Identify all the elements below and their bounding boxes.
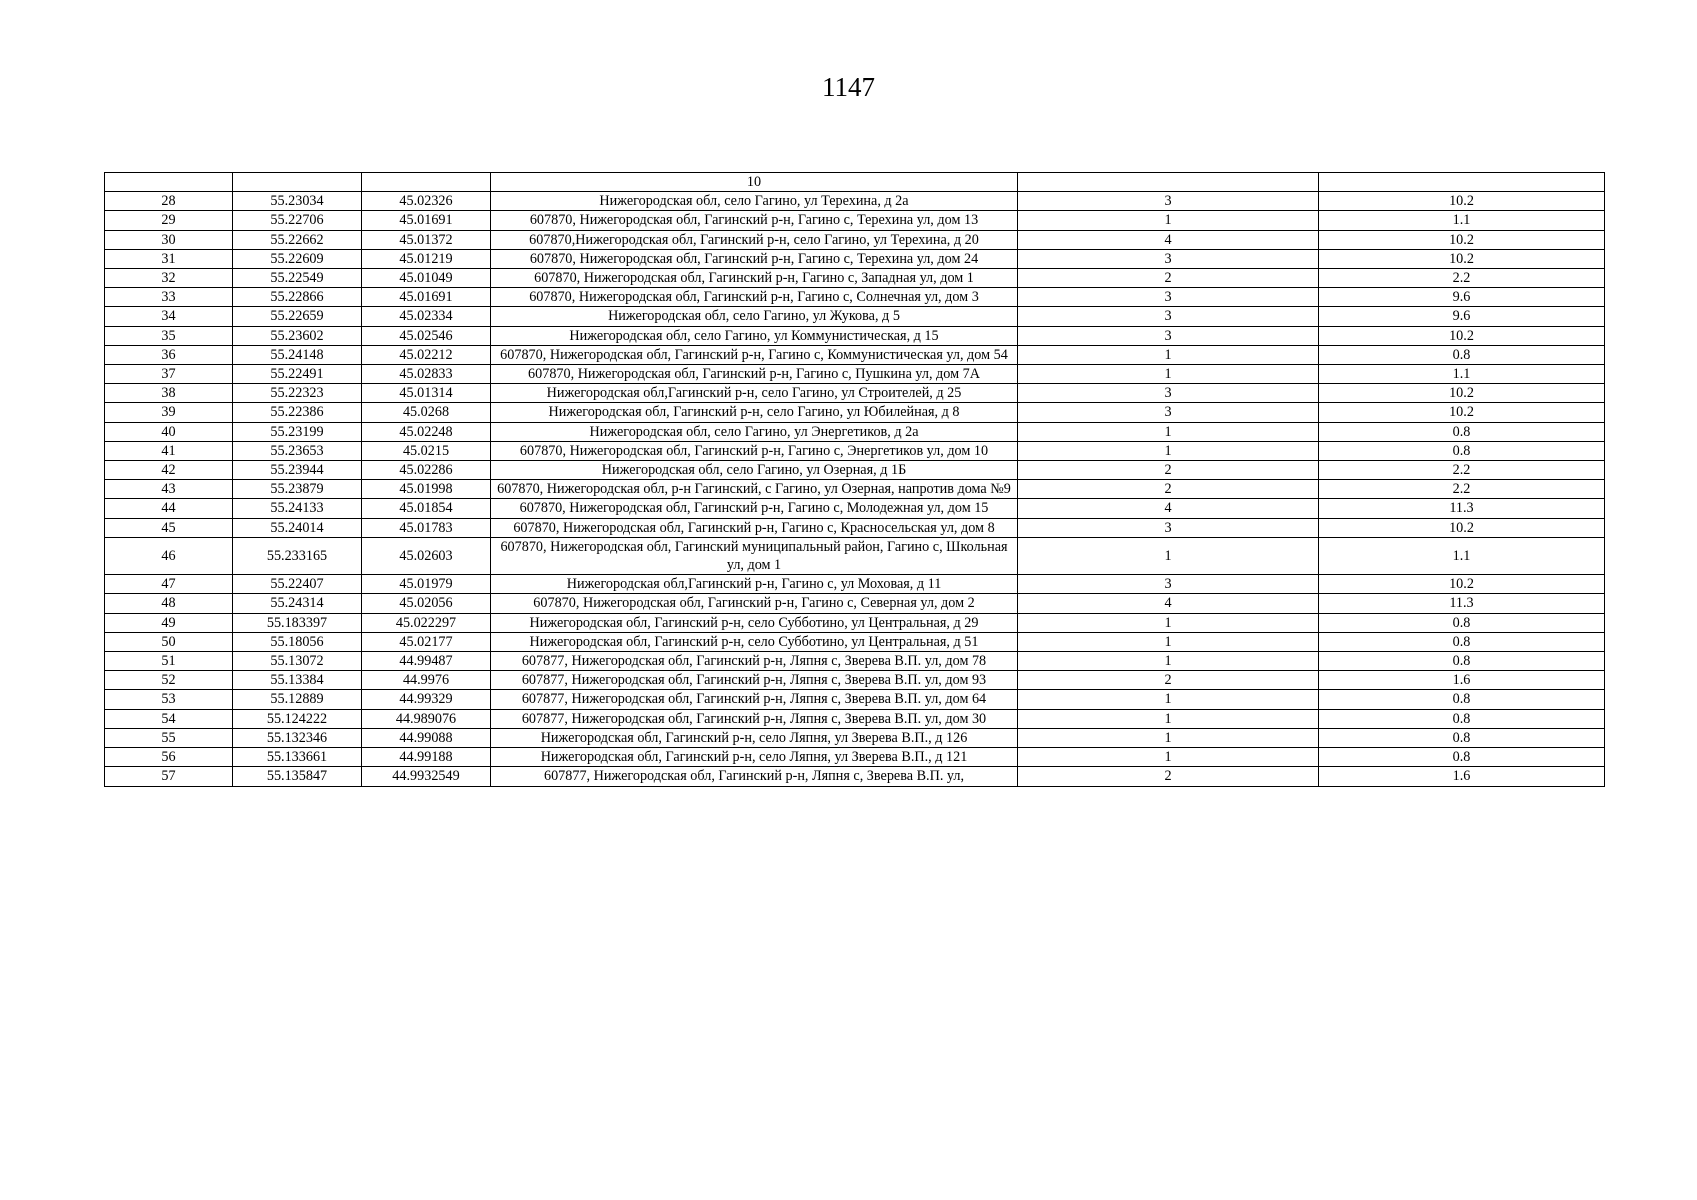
cell-volume: 0.8 [1319,748,1605,767]
cell-no: 31 [105,249,233,268]
cell-lat: 55.22386 [233,403,362,422]
cell-volume: 0.8 [1319,613,1605,632]
cell-count: 3 [1018,192,1319,211]
cell-address: 607877, Нижегородская обл, Гагинский р-н, Ляпня с, Зверева В.П. ул, дом 64 [491,690,1018,709]
cell-count: 1 [1018,365,1319,384]
cell-count: 2 [1018,767,1319,786]
cell-volume: 10.2 [1319,230,1605,249]
cell-address: 607870, Нижегородская обл, Гагинский р-н, Гагино с, Северная ул, дом 2 [491,594,1018,613]
cell-address: Нижегородская обл,Гагинский р-н, село Гагино, ул Строителей, д 25 [491,384,1018,403]
cell-lon: 45.02833 [362,365,491,384]
cell-address: 607870, Нижегородская обл, Гагинский р-н, Гагино с, Молодежная ул, дом 15 [491,499,1018,518]
cell-no: 54 [105,709,233,728]
table-row [105,499,1605,518]
cell-volume: 10.2 [1319,192,1605,211]
cell-lon: 45.02177 [362,632,491,651]
cell-lon: 45.01691 [362,288,491,307]
cell-lat: 55.124222 [233,709,362,728]
cell-lat [233,173,362,192]
cell-lat: 55.23879 [233,480,362,499]
address-table-container [104,172,1604,787]
cell-lon: 44.9932549 [362,767,491,786]
cell-lat: 55.22659 [233,307,362,326]
table-row [105,728,1605,747]
cell-address: Нижегородская обл, село Гагино, ул Энергетиков, д 2а [491,422,1018,441]
cell-no: 38 [105,384,233,403]
cell-address: Нижегородская обл,Гагинский р-н, Гагино с, ул Моховая, д 11 [491,575,1018,594]
cell-address: 607877, Нижегородская обл, Гагинский р-н, Ляпня с, Зверева В.П. ул, дом 30 [491,709,1018,728]
cell-no: 36 [105,345,233,364]
cell-count: 3 [1018,288,1319,307]
cell-address: Нижегородская обл, село Гагино, ул Терехина, д 2а [491,192,1018,211]
cell-lat: 55.24133 [233,499,362,518]
cell-volume: 0.8 [1319,441,1605,460]
table-row [105,480,1605,499]
cell-count: 1 [1018,748,1319,767]
cell-no: 40 [105,422,233,441]
cell-address: 607870, Нижегородская обл, Гагинский р-н, Гагино с, Коммунистическая ул, дом 54 [491,345,1018,364]
cell-no: 29 [105,211,233,230]
table-row [105,384,1605,403]
cell-lat: 55.22323 [233,384,362,403]
table-row [105,575,1605,594]
cell-address: Нижегородская обл, Гагинский р-н, село Ляпня, ул Зверева В.П., д 126 [491,728,1018,747]
cell-lat: 55.23653 [233,441,362,460]
cell-lat: 55.22407 [233,575,362,594]
table-row [105,326,1605,345]
table-row [105,365,1605,384]
cell-address: Нижегородская обл, Гагинский р-н, село Субботино, ул Центральная, д 51 [491,632,1018,651]
table-row [105,249,1605,268]
cell-address: 607870, Нижегородская обл, Гагинский муниципальный район, Гагино с, Школьная ул, дом 1 [491,537,1018,574]
cell-volume: 0.8 [1319,652,1605,671]
cell-lon: 44.989076 [362,709,491,728]
cell-volume: 11.3 [1319,499,1605,518]
cell-lat: 55.133661 [233,748,362,767]
cell-address: Нижегородская обл, Гагинский р-н, село Ляпня, ул Зверева В.П., д 121 [491,748,1018,767]
cell-address: 607877, Нижегородская обл, Гагинский р-н, Ляпня с, Зверева В.П. ул, [491,767,1018,786]
cell-lon: 45.01998 [362,480,491,499]
table-row [105,594,1605,613]
cell-count: 2 [1018,480,1319,499]
cell-count: 1 [1018,709,1319,728]
cell-volume: 1.6 [1319,671,1605,690]
table-row [105,288,1605,307]
cell-lat: 55.22866 [233,288,362,307]
cell-lon: 45.02248 [362,422,491,441]
cell-address: 10 [491,173,1018,192]
cell-lon: 45.02603 [362,537,491,574]
cell-count: 1 [1018,728,1319,747]
cell-count: 3 [1018,518,1319,537]
cell-volume: 1.6 [1319,767,1605,786]
cell-volume: 0.8 [1319,709,1605,728]
cell-lon: 44.99088 [362,728,491,747]
table-row [105,537,1605,574]
cell-volume: 2.2 [1319,480,1605,499]
cell-lon [362,173,491,192]
cell-volume: 11.3 [1319,594,1605,613]
table-row [105,613,1605,632]
cell-lat: 55.23944 [233,461,362,480]
cell-lon: 45.01372 [362,230,491,249]
cell-volume: 1.1 [1319,537,1605,574]
table-row [105,748,1605,767]
continuation-row [105,173,1605,192]
cell-lon: 45.02334 [362,307,491,326]
cell-no: 43 [105,480,233,499]
cell-lon: 45.0268 [362,403,491,422]
cell-volume: 2.2 [1319,269,1605,288]
cell-count: 1 [1018,652,1319,671]
cell-volume: 2.2 [1319,461,1605,480]
cell-lat: 55.22662 [233,230,362,249]
cell-no: 34 [105,307,233,326]
cell-lon: 45.01219 [362,249,491,268]
cell-lat: 55.24148 [233,345,362,364]
table-row [105,671,1605,690]
cell-count: 3 [1018,575,1319,594]
cell-volume: 0.8 [1319,422,1605,441]
cell-lon: 45.01783 [362,518,491,537]
cell-lon: 44.99188 [362,748,491,767]
cell-lon: 45.02056 [362,594,491,613]
cell-lat: 55.23199 [233,422,362,441]
cell-count: 4 [1018,230,1319,249]
cell-lat: 55.23602 [233,326,362,345]
table-row [105,652,1605,671]
cell-lon: 45.02212 [362,345,491,364]
cell-lon: 45.02326 [362,192,491,211]
cell-lat: 55.12889 [233,690,362,709]
table-row [105,230,1605,249]
cell-no: 56 [105,748,233,767]
table-row [105,632,1605,651]
cell-volume: 9.6 [1319,307,1605,326]
cell-lat: 55.24014 [233,518,362,537]
cell-count: 1 [1018,422,1319,441]
cell-no: 45 [105,518,233,537]
cell-lat: 55.22549 [233,269,362,288]
cell-no: 49 [105,613,233,632]
cell-count: 1 [1018,613,1319,632]
cell-volume: 0.8 [1319,632,1605,651]
cell-count: 4 [1018,499,1319,518]
table-row [105,403,1605,422]
cell-volume [1319,173,1605,192]
table-row [105,441,1605,460]
table-row [105,518,1605,537]
cell-count: 1 [1018,537,1319,574]
cell-count: 3 [1018,307,1319,326]
cell-count: 2 [1018,671,1319,690]
cell-count: 3 [1018,384,1319,403]
cell-address: 607870, Нижегородская обл, Гагинский р-н, Гагино с, Западная ул, дом 1 [491,269,1018,288]
cell-volume: 0.8 [1319,728,1605,747]
cell-lon: 45.0215 [362,441,491,460]
cell-no: 50 [105,632,233,651]
cell-volume: 10.2 [1319,326,1605,345]
cell-volume: 10.2 [1319,518,1605,537]
cell-no: 57 [105,767,233,786]
cell-no: 30 [105,230,233,249]
cell-lat: 55.13384 [233,671,362,690]
cell-no: 53 [105,690,233,709]
cell-address: 607877, Нижегородская обл, Гагинский р-н, Ляпня с, Зверева В.П. ул, дом 93 [491,671,1018,690]
cell-no: 35 [105,326,233,345]
cell-lat: 55.24314 [233,594,362,613]
cell-lon: 45.02286 [362,461,491,480]
cell-count: 1 [1018,632,1319,651]
cell-count: 1 [1018,345,1319,364]
cell-no: 41 [105,441,233,460]
cell-volume: 0.8 [1319,345,1605,364]
cell-address: 607870, Нижегородская обл, Гагинский р-н, Гагино с, Терехина ул, дом 24 [491,249,1018,268]
cell-count: 1 [1018,441,1319,460]
table-row [105,690,1605,709]
cell-count: 3 [1018,249,1319,268]
cell-no: 44 [105,499,233,518]
cell-lon: 44.99487 [362,652,491,671]
cell-address: Нижегородская обл, село Гагино, ул Озерная, д 1Б [491,461,1018,480]
page-number: 1147 [822,72,875,102]
cell-volume: 10.2 [1319,403,1605,422]
cell-volume: 0.8 [1319,690,1605,709]
cell-lon: 45.022297 [362,613,491,632]
cell-lat: 55.22706 [233,211,362,230]
cell-no: 46 [105,537,233,574]
table-row [105,269,1605,288]
cell-no: 47 [105,575,233,594]
cell-lon: 44.99329 [362,690,491,709]
cell-count: 3 [1018,326,1319,345]
cell-count: 2 [1018,269,1319,288]
cell-no: 52 [105,671,233,690]
cell-lat: 55.13072 [233,652,362,671]
cell-count: 2 [1018,461,1319,480]
cell-lon: 45.01854 [362,499,491,518]
cell-volume: 10.2 [1319,575,1605,594]
cell-address: Нижегородская обл, село Гагино, ул Коммунистическая, д 15 [491,326,1018,345]
table-row [105,767,1605,786]
cell-lat: 55.233165 [233,537,362,574]
table-row [105,461,1605,480]
cell-lat: 55.23034 [233,192,362,211]
cell-no: 51 [105,652,233,671]
cell-lat: 55.18056 [233,632,362,651]
cell-address: 607870, Нижегородская обл, р-н Гагинский, с Гагино, ул Озерная, напротив дома №9 [491,480,1018,499]
cell-no: 39 [105,403,233,422]
address-table [104,172,1605,787]
cell-volume: 10.2 [1319,249,1605,268]
cell-address: 607870, Нижегородская обл, Гагинский р-н, Гагино с, Пушкина ул, дом 7А [491,365,1018,384]
cell-volume: 10.2 [1319,384,1605,403]
cell-lon: 45.02546 [362,326,491,345]
cell-volume: 9.6 [1319,288,1605,307]
cell-count: 1 [1018,690,1319,709]
address-table-body [105,173,1605,787]
cell-no [105,173,233,192]
cell-no: 42 [105,461,233,480]
cell-lat: 55.22609 [233,249,362,268]
cell-lon: 45.01979 [362,575,491,594]
cell-count: 1 [1018,211,1319,230]
cell-no: 28 [105,192,233,211]
cell-lat: 55.132346 [233,728,362,747]
cell-count: 3 [1018,403,1319,422]
cell-no: 55 [105,728,233,747]
cell-address: Нижегородская обл, Гагинский р-н, село Субботино, ул Центральная, д 29 [491,613,1018,632]
cell-lon: 45.01691 [362,211,491,230]
cell-address: 607870,Нижегородская обл, Гагинский р-н, село Гагино, ул Терехина, д 20 [491,230,1018,249]
cell-address: 607870, Нижегородская обл, Гагинский р-н, Гагино с, Терехина ул, дом 13 [491,211,1018,230]
table-row [105,422,1605,441]
table-row [105,211,1605,230]
cell-address: 607870, Нижегородская обл, Гагинский р-н, Гагино с, Красносельская ул, дом 8 [491,518,1018,537]
table-row [105,307,1605,326]
cell-no: 48 [105,594,233,613]
cell-no: 33 [105,288,233,307]
cell-lon: 45.01314 [362,384,491,403]
cell-volume: 1.1 [1319,211,1605,230]
cell-address: 607870, Нижегородская обл, Гагинский р-н, Гагино с, Энергетиков ул, дом 10 [491,441,1018,460]
cell-address: Нижегородская обл, Гагинский р-н, село Гагино, ул Юбилейная, д 8 [491,403,1018,422]
cell-no: 37 [105,365,233,384]
cell-address: 607870, Нижегородская обл, Гагинский р-н, Гагино с, Солнечная ул, дом 3 [491,288,1018,307]
cell-lat: 55.135847 [233,767,362,786]
table-row [105,192,1605,211]
cell-count [1018,173,1319,192]
cell-lon: 44.9976 [362,671,491,690]
cell-lon: 45.01049 [362,269,491,288]
cell-address: 607877, Нижегородская обл, Гагинский р-н, Ляпня с, Зверева В.П. ул, дом 78 [491,652,1018,671]
cell-count: 4 [1018,594,1319,613]
cell-lat: 55.22491 [233,365,362,384]
cell-lat: 55.183397 [233,613,362,632]
cell-no: 32 [105,269,233,288]
table-row [105,709,1605,728]
cell-address: Нижегородская обл, село Гагино, ул Жукова, д 5 [491,307,1018,326]
cell-volume: 1.1 [1319,365,1605,384]
table-row [105,345,1605,364]
